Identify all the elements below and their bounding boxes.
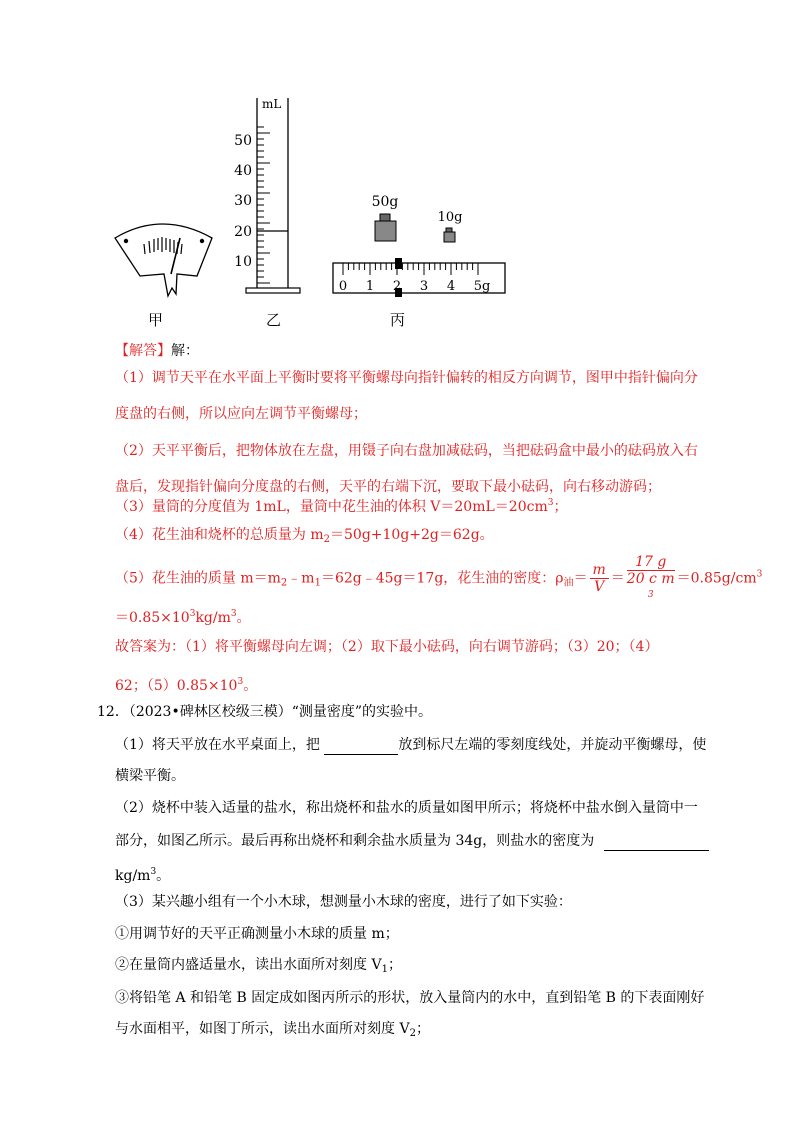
fraction-17g-over-20cm3	[627, 554, 675, 603]
answer-p5-sub1: 1	[314, 577, 321, 589]
answer-p5-a: （5）花生油的质量 m＝m	[115, 570, 281, 587]
answer-p5-result: ＝0.85g/cm	[676, 570, 757, 587]
final-answer-a: 故答案为：（1）将平衡螺母向左调；（2）取下最小砝码，向右调节游码；（3）20；（4）	[115, 639, 659, 655]
rider-scale	[333, 258, 505, 297]
q12-s2b-text: 部分，如图乙所示。最后再称出烧杯和剩余盐水质量为 34g，则盐水的密度为	[115, 833, 595, 849]
answer-blank-1[interactable]	[324, 754, 398, 755]
answer-heading	[115, 341, 199, 361]
answer-p4	[115, 525, 494, 550]
q12-s3: （3）某兴趣小组有一个小木球，想测量小木球的密度，进行了如下实验：	[115, 894, 572, 910]
ruler-label-2: 2	[392, 279, 402, 294]
q12-s1-post: 放到标尺左端的零刻度线处，并旋动平衡螺母，使	[398, 737, 707, 753]
caption-yi: 乙	[266, 311, 282, 329]
answer-p5-eq2: ＝	[610, 570, 625, 587]
q12-step2-end: ；	[387, 957, 402, 973]
ruler-label-0: 0	[338, 279, 348, 294]
answer-p1a: （1）调节天平在水平面上平衡时要将平衡螺母向指针偏转的相反方向调节，图甲中指针偏向分	[115, 370, 698, 386]
frac2-num: 17 g	[627, 554, 675, 571]
q12-s2c-sup: 3	[150, 867, 157, 877]
weight-50g-label: 50g	[371, 194, 399, 210]
answer-p5	[115, 554, 762, 604]
experiment-figure	[100, 88, 520, 338]
cylinder-tick-10: 10	[234, 254, 252, 270]
q12-source: （2023•碑林区校级三模）“测量密度”的实验中。	[128, 704, 433, 720]
weight-10g	[438, 210, 463, 242]
answer-p4-end: ＝50g+10g+2g＝62g。	[330, 527, 494, 543]
weight-10g-label: 10g	[437, 210, 463, 225]
q12-number: 12．	[97, 704, 129, 720]
q12-header	[97, 702, 432, 722]
q12-step3a: ③将铅笔 A 和铅笔 B 固定成如图丙所示的形状，放入量筒内的水中，直到铅笔 B 的下表面刚好	[115, 990, 705, 1006]
q12-s2c	[115, 862, 170, 886]
answer-p6-sup1: 3	[189, 609, 196, 619]
ruler-label-4: 4	[446, 279, 456, 294]
frac2-den: 20 c m	[626, 571, 675, 587]
caption-jia: 甲	[148, 311, 164, 329]
q12-s1b: 横梁平衡。	[115, 768, 185, 784]
frac1-den: V	[594, 579, 605, 595]
final-answer-b-end: 。	[243, 678, 258, 694]
cylinder-tick-30: 30	[234, 193, 252, 209]
answer-p5-eq: ＝	[573, 570, 588, 587]
final-answer-b-sup: 3	[237, 677, 244, 687]
q12-step3b	[115, 1019, 430, 1044]
balance-dial	[115, 224, 212, 296]
q12-step1: ①用调节好的天平正确测量小木球的质量 m；	[115, 926, 399, 942]
caption-bing: 丙	[390, 311, 406, 329]
answer-p2a: （2）天平平衡后，把物体放在左盘，用镊子向右盘加减砝码，当把砝码盒中最小的砝码放入右	[115, 443, 698, 459]
cylinder-tick-50: 50	[234, 133, 252, 149]
answer-p5-result-sup: 3	[756, 569, 763, 580]
dial-pointer	[171, 238, 180, 274]
q12-step2-text: ②在量筒内盛适量水，读出水面所对刻度 V	[115, 957, 382, 973]
final-answer-b	[115, 672, 257, 696]
answer-p5-rho-sub: 油	[563, 577, 574, 589]
frac1-num: m	[590, 562, 609, 579]
fraction-m-over-v	[590, 562, 609, 595]
answer-bracket: 【解答】	[115, 343, 171, 359]
weight-50g	[372, 194, 399, 241]
answer-p5-c: ＝62g﹣45g＝17g，花生油的密度：ρ	[320, 570, 564, 587]
q12-step3b-end: ；	[415, 1021, 430, 1037]
answer-p5-b: ﹣m	[287, 570, 315, 587]
ruler-label-3: 3	[419, 279, 429, 294]
answer-p2b: 盘后，发现指针偏向分度盘的右侧，天平的右端下沉，要取下最小砝码，向右移动游码；	[115, 479, 661, 495]
answer-p6-c: 。	[236, 610, 251, 626]
q12-step2-sub: 1	[381, 964, 388, 975]
q12-step2	[115, 955, 402, 980]
answer-p3-sup: 3	[547, 498, 554, 508]
q12-step3b-sub: 2	[409, 1028, 416, 1039]
answer-p6-sup2: 3	[230, 609, 237, 619]
graduated-cylinder	[234, 97, 300, 293]
answer-blank-2[interactable]	[604, 850, 709, 851]
ruler-label-5: 5g	[473, 279, 491, 294]
cylinder-unit: mL	[262, 97, 282, 111]
answer-p1b: 度盘的右侧，所以应向左调节平衡螺母；	[115, 406, 367, 422]
answer-p3	[115, 493, 567, 517]
final-answer-b-text: 62；（5）0.85×10	[115, 678, 238, 694]
q12-s2c-end: 。	[156, 868, 171, 884]
answer-p6	[115, 604, 251, 628]
answer-p3-end: ；	[553, 499, 568, 515]
answer-p6-a: ＝0.85×10	[115, 610, 190, 626]
ruler-label-1: 1	[365, 279, 375, 294]
answer-p4-text: （4）花生油和烧杯的总质量为 m	[115, 527, 324, 543]
frac2-den-sup: 3	[647, 590, 654, 600]
answer-p6-b: kg/m	[195, 610, 231, 626]
q12-s1	[115, 735, 706, 755]
answer-p5-sub2: 2	[280, 577, 288, 589]
q12-s1-pre: （1）将天平放在水平桌面上，把	[115, 737, 325, 753]
rider	[395, 258, 402, 269]
answer-p4-sub: 2	[323, 534, 331, 545]
q12-step3b-text: 与水面相平，如图丁所示，读出水面所对刻度 V	[115, 1021, 410, 1037]
answer-jie: 解：	[171, 343, 199, 359]
answer-p3-text: （3）量筒的分度值为 1mL，量筒中花生油的体积 V＝20mL＝20cm	[115, 499, 548, 515]
cylinder-tick-40: 40	[234, 163, 252, 179]
q12-s2b	[115, 831, 709, 851]
q12-s2c-text: kg/m	[115, 868, 151, 884]
figure-drawing	[100, 88, 520, 338]
cylinder-tick-20: 20	[234, 224, 252, 240]
q12-s2a: （2）烧杯中装入适量的盐水，称出烧杯和盐水的质量如图甲所示；将烧杯中盐水倒入量筒中一	[115, 800, 698, 816]
